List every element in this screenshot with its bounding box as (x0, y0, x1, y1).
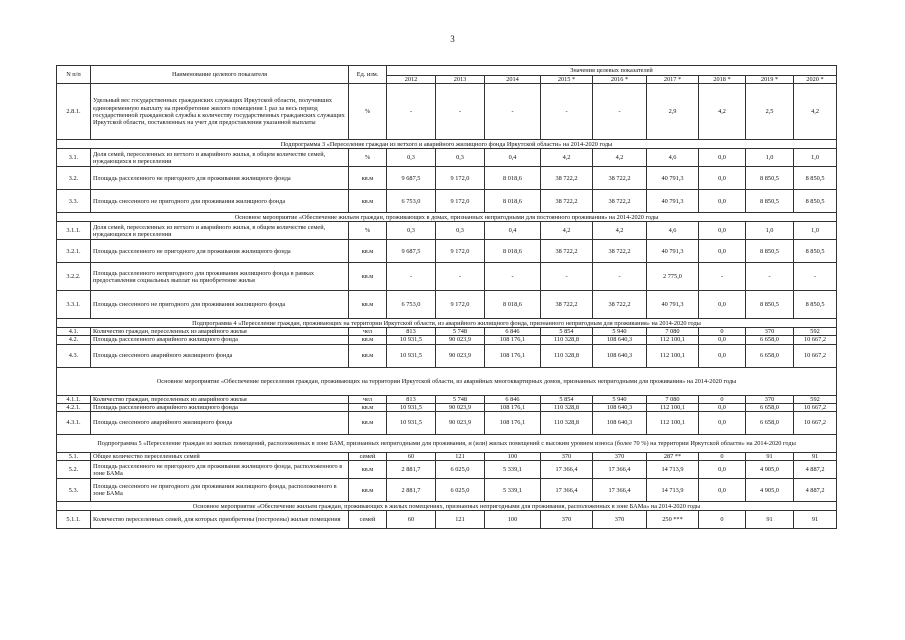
year-value: 592 (794, 328, 837, 336)
year-value: 5 748 (436, 328, 485, 336)
year-value: 38 722,2 (593, 190, 647, 213)
header-year: 2015 * (541, 76, 593, 84)
unit: семей (349, 511, 387, 529)
section-row (57, 435, 837, 453)
year-value: 90 023,9 (436, 403, 485, 411)
year-value: 813 (387, 395, 436, 403)
indicator-name: Площадь снесенного аварийного жилищного фонда (91, 412, 349, 435)
year-value: 0,0 (699, 291, 746, 319)
year-value: 9 172,0 (436, 291, 485, 319)
year-value: 0 (699, 395, 746, 403)
section-row (57, 319, 837, 328)
year-value: 370 (746, 328, 794, 336)
indicator-name: Площадь расселенного аварийного жилищного фонда (91, 403, 349, 411)
year-value: 0,0 (699, 461, 746, 479)
year-value: - (387, 84, 436, 140)
year-value: 110 328,8 (541, 412, 593, 435)
section-row (57, 367, 837, 395)
year-value: 250 *** (647, 511, 699, 529)
unit: кв.м (349, 263, 387, 291)
year-value: 112 100,1 (647, 403, 699, 411)
year-value: 9 687,5 (387, 240, 436, 263)
year-value: 121 (436, 453, 485, 461)
year-value: 100 (485, 511, 541, 529)
indicator-name: Площадь снесенного не пригодного для проживания жилищного фонда (91, 190, 349, 213)
row-number: 3.2.2. (57, 263, 91, 291)
year-value: 370 (593, 511, 647, 529)
header-year: 2016 * (593, 76, 647, 84)
year-value: 6 846 (485, 328, 541, 336)
year-value: 7 080 (647, 328, 699, 336)
header-year: 2020 * (794, 76, 837, 84)
year-value: 6 658,0 (746, 412, 794, 435)
unit: кв.м (349, 479, 387, 502)
year-value: 0,3 (387, 222, 436, 240)
indicator-name: Количество переселенных семей, для которых приобретены (построены) жилые помещения (91, 511, 349, 529)
row-number: 5.1.1. (57, 511, 91, 529)
year-value: 6 658,0 (746, 403, 794, 411)
year-value: 2 775,0 (647, 263, 699, 291)
table-row (57, 222, 837, 240)
year-value: 9 172,0 (436, 167, 485, 190)
year-value: 14 713,9 (647, 479, 699, 502)
row-number: 5.2. (57, 461, 91, 479)
table-row (57, 167, 837, 190)
year-value: 17 366,4 (541, 479, 593, 502)
year-value: 5 854 (541, 395, 593, 403)
year-value: 1,0 (746, 222, 794, 240)
year-value: 8 018,6 (485, 190, 541, 213)
year-value: 6 025,0 (436, 461, 485, 479)
unit: кв.м (349, 403, 387, 411)
row-number: 4.2. (57, 336, 91, 344)
year-value: 4,2 (794, 84, 837, 140)
year-value: 5 339,1 (485, 461, 541, 479)
indicator-name: Удельный вес государственных гражданских служащих Иркутской области, получивших единовременную выплату на приобретение жилого помещения 1 раз за весь период государственной гражданской службы к количеству государственных гражданских служащих Иркутской области, поставленных на учет для предоставления указанной выплаты (91, 84, 349, 140)
section-title: Основное мероприятие «Обеспечение жильем граждан, проживающих в жилых помещениях, признанных непригодными для проживания, расположенных в зоне БАМа» на 2014-2020 годы (57, 502, 837, 511)
year-value: 2 881,7 (387, 479, 436, 502)
year-value: - (436, 263, 485, 291)
indicator-name: Количество граждан, переселенных из аварийного жилья (91, 395, 349, 403)
indicator-name: Площадь снесенного не пригодного для проживания жилищного фонда (91, 291, 349, 319)
unit: семей (349, 453, 387, 461)
year-value: 108 176,1 (485, 412, 541, 435)
year-value: 6 658,0 (746, 344, 794, 367)
year-value: 112 100,1 (647, 412, 699, 435)
year-value: 5 940 (593, 395, 647, 403)
year-value: 6 658,0 (746, 336, 794, 344)
row-number: 4.3.1. (57, 412, 91, 435)
header-year: 2018 * (699, 76, 746, 84)
table-row (57, 461, 837, 479)
indicator-name: Количество граждан, переселенных из аварийного жилья (91, 328, 349, 336)
year-value: 91 (746, 453, 794, 461)
table-row (57, 84, 837, 140)
year-value: 1,0 (794, 222, 837, 240)
year-value: 90 023,9 (436, 412, 485, 435)
year-value: 1,0 (794, 149, 837, 167)
year-value: 38 722,2 (541, 291, 593, 319)
year-value: 2 881,7 (387, 461, 436, 479)
year-value: 4,2 (541, 149, 593, 167)
year-value: 7 080 (647, 395, 699, 403)
table-row (57, 395, 837, 403)
year-value: 112 100,1 (647, 336, 699, 344)
year-value: 10 667,2 (794, 403, 837, 411)
table-row (57, 511, 837, 529)
year-value: 5 748 (436, 395, 485, 403)
header-unit: Ед. изм. (349, 66, 387, 84)
year-value: 0,0 (699, 344, 746, 367)
row-number: 4.1. (57, 328, 91, 336)
table-row (57, 479, 837, 502)
row-number: 4.1.1. (57, 395, 91, 403)
year-value: 2,5 (746, 84, 794, 140)
unit: % (349, 222, 387, 240)
year-value: 4,2 (593, 149, 647, 167)
section-row (57, 502, 837, 511)
year-value: 9 687,5 (387, 167, 436, 190)
indicator-name: Доля семей, переселенных из ветхого и аварийного жилья, в общем количестве семей, нуждающихся в переселении (91, 149, 349, 167)
indicator-name: Площадь расселенного аварийного жилищного фонда (91, 336, 349, 344)
year-value: 17 366,4 (593, 461, 647, 479)
table-row (57, 412, 837, 435)
indicator-name: Общее количество переселенных семей (91, 453, 349, 461)
year-value: 8 850,5 (746, 167, 794, 190)
year-value: 6 025,0 (436, 479, 485, 502)
year-value: 110 328,8 (541, 336, 593, 344)
row-number: 4.3. (57, 344, 91, 367)
year-value: 8 850,5 (794, 167, 837, 190)
year-value: 0,4 (485, 222, 541, 240)
year-value: 1,0 (746, 149, 794, 167)
indicator-name: Доля семей, переселенных из ветхого и аварийного жилья, в общем количестве семей, нуждающихся в переселении (91, 222, 349, 240)
year-value: - (794, 263, 837, 291)
year-value: 0 (699, 453, 746, 461)
year-value: 0 (699, 328, 746, 336)
year-value: - (387, 263, 436, 291)
year-value: 0,0 (699, 167, 746, 190)
year-value: 38 722,2 (541, 240, 593, 263)
row-number: 3.2. (57, 167, 91, 190)
year-value: 10 931,5 (387, 344, 436, 367)
year-value: 38 722,2 (593, 291, 647, 319)
year-value: - (746, 263, 794, 291)
year-value: 40 791,3 (647, 240, 699, 263)
header-year: 2012 (387, 76, 436, 84)
year-value: 17 366,4 (541, 461, 593, 479)
indicator-name: Площадь снесенного не пригодного для проживания жилищного фонда, расположенного в зоне БАМа (91, 479, 349, 502)
unit: кв.м (349, 291, 387, 319)
year-value: 38 722,2 (541, 190, 593, 213)
year-value: 4 905,0 (746, 479, 794, 502)
unit: кв.м (349, 240, 387, 263)
year-value: 5 854 (541, 328, 593, 336)
row-number: 3.1. (57, 149, 91, 167)
year-value: 0,3 (436, 222, 485, 240)
unit: кв.м (349, 344, 387, 367)
year-value: 108 640,3 (593, 336, 647, 344)
header-year: 2019 * (746, 76, 794, 84)
year-value: 0,0 (699, 240, 746, 263)
year-value: 108 640,3 (593, 403, 647, 411)
year-value: 38 722,2 (593, 240, 647, 263)
year-value: 100 (485, 453, 541, 461)
year-value: 8 018,6 (485, 167, 541, 190)
year-value: 0,4 (485, 149, 541, 167)
year-value: 0 (699, 511, 746, 529)
row-number: 3.2.1. (57, 240, 91, 263)
table-row (57, 344, 837, 367)
year-value: 813 (387, 328, 436, 336)
year-value: 40 791,3 (647, 167, 699, 190)
year-value: - (541, 263, 593, 291)
year-value: 4,6 (647, 149, 699, 167)
year-value: 10 931,5 (387, 403, 436, 411)
year-value: 5 339,1 (485, 479, 541, 502)
year-value: 91 (746, 511, 794, 529)
year-value: 38 722,2 (593, 167, 647, 190)
year-value: 8 850,5 (794, 240, 837, 263)
year-value: 8 850,5 (794, 190, 837, 213)
year-value: 10 667,2 (794, 344, 837, 367)
year-value: - (485, 263, 541, 291)
year-value: 112 100,1 (647, 344, 699, 367)
year-value: 0,0 (699, 222, 746, 240)
row-number: 2.8.1. (57, 84, 91, 140)
year-value: - (436, 84, 485, 140)
year-value: - (485, 84, 541, 140)
year-value: 110 328,8 (541, 344, 593, 367)
unit: чел (349, 328, 387, 336)
year-value: 370 (746, 395, 794, 403)
year-value: 6 753,0 (387, 291, 436, 319)
year-value: 110 328,8 (541, 403, 593, 411)
year-value: 8 018,6 (485, 240, 541, 263)
year-value: 4 887,2 (794, 461, 837, 479)
row-number: 3.3. (57, 190, 91, 213)
year-value: 0,0 (699, 190, 746, 213)
unit: чел (349, 395, 387, 403)
year-value: 8 850,5 (746, 190, 794, 213)
header-year: 2014 (485, 76, 541, 84)
year-value: 0,3 (387, 149, 436, 167)
table-row (57, 190, 837, 213)
year-value: 17 366,4 (593, 479, 647, 502)
section-row (57, 213, 837, 222)
year-value: 108 176,1 (485, 336, 541, 344)
table-row (57, 149, 837, 167)
year-value: 0,3 (436, 149, 485, 167)
year-value: 2,9 (647, 84, 699, 140)
year-value: 6 846 (485, 395, 541, 403)
year-value: 10 931,5 (387, 412, 436, 435)
unit: кв.м (349, 336, 387, 344)
table-row (57, 336, 837, 344)
indicator-name: Площадь снесенного аварийного жилищного фонда (91, 344, 349, 367)
row-number: 3.1.1. (57, 222, 91, 240)
year-value: 91 (794, 453, 837, 461)
year-value: 6 753,0 (387, 190, 436, 213)
year-value: 10 931,5 (387, 336, 436, 344)
year-value: 38 722,2 (541, 167, 593, 190)
indicator-name: Площадь расселенного не пригодного для проживания жилищного фонда, расположенного в зоне БАМа (91, 461, 349, 479)
header-num: N п/п (57, 66, 91, 84)
year-value: 108 176,1 (485, 344, 541, 367)
unit: кв.м (349, 190, 387, 213)
year-value: 370 (541, 453, 593, 461)
year-value: 9 172,0 (436, 240, 485, 263)
year-value: 4,2 (699, 84, 746, 140)
year-value: 60 (387, 511, 436, 529)
year-value: 8 018,6 (485, 291, 541, 319)
year-value: 60 (387, 453, 436, 461)
year-value: 108 640,3 (593, 344, 647, 367)
year-value: 0,0 (699, 479, 746, 502)
year-value: 370 (541, 511, 593, 529)
year-value: 0,0 (699, 149, 746, 167)
year-value: 90 023,9 (436, 344, 485, 367)
table-row (57, 291, 837, 319)
year-value: 4 887,2 (794, 479, 837, 502)
year-value: - (541, 84, 593, 140)
row-number: 4.2.1. (57, 403, 91, 411)
year-value: 0,0 (699, 403, 746, 411)
year-value: - (593, 263, 647, 291)
year-value: 370 (593, 453, 647, 461)
table-row (57, 240, 837, 263)
header-values: Значения целевых показателей (387, 66, 837, 76)
year-value: 592 (794, 395, 837, 403)
year-value: 0,0 (699, 412, 746, 435)
row-number: 5.1. (57, 453, 91, 461)
year-value: - (699, 263, 746, 291)
unit: % (349, 84, 387, 140)
year-value: 121 (436, 511, 485, 529)
year-value: - (593, 84, 647, 140)
table-row (57, 403, 837, 411)
indicator-name: Площадь расселенного не пригодного для проживания жилищного фонда (91, 167, 349, 190)
table-row (57, 328, 837, 336)
section-title: Подпрограмма 3 «Переселение граждан из ветхого и аварийного жилищного фонда Иркутской области» на 2014-2020 годы (57, 140, 837, 149)
year-value: 108 640,3 (593, 412, 647, 435)
year-value: 14 713,9 (647, 461, 699, 479)
row-number: 5.3. (57, 479, 91, 502)
table-row (57, 263, 837, 291)
year-value: 10 667,2 (794, 336, 837, 344)
section-title: Подпрограмма 4 «Переселение граждан, проживающих на территории Иркутской области, из аварийного жилищного фонда, признанного непригодным для проживания» на 2014-2020 годы (57, 319, 837, 328)
header-year: 2013 (436, 76, 485, 84)
row-number: 3.3.1. (57, 291, 91, 319)
year-value: 108 176,1 (485, 403, 541, 411)
section-title: Подпрограмма 5 «Переселение граждан из жилых помещений, расположенных в зоне БАМ, признанных непригодными для проживания, и (или) жилых помещений с высоким уровнем износа (более 70 %) на территории Иркутской области» на 2014-2020 годы (57, 435, 837, 453)
year-value: 40 791,3 (647, 291, 699, 319)
year-value: 4 905,0 (746, 461, 794, 479)
unit: кв.м (349, 412, 387, 435)
section-row (57, 140, 837, 149)
indicators-table (56, 65, 837, 529)
year-value: 8 850,5 (746, 240, 794, 263)
year-value: 91 (794, 511, 837, 529)
year-value: 8 850,5 (794, 291, 837, 319)
year-value: 4,6 (647, 222, 699, 240)
unit: кв.м (349, 167, 387, 190)
year-value: 287 ** (647, 453, 699, 461)
section-title: Основное мероприятие «Обеспечение жильем граждан, проживающих в домах, признанных непригодными для постоянного проживания» на 2014-2020 годы (57, 213, 837, 222)
page-number: 3 (450, 34, 455, 44)
unit: кв.м (349, 461, 387, 479)
year-value: 0,0 (699, 336, 746, 344)
year-value: 4,2 (593, 222, 647, 240)
header-name: Наименование целевого показателя (91, 66, 349, 84)
indicator-name: Площадь расселенного не пригодного для проживания жилищного фонда (91, 240, 349, 263)
year-value: 90 023,9 (436, 336, 485, 344)
unit: % (349, 149, 387, 167)
header-year: 2017 * (647, 76, 699, 84)
table-row (57, 453, 837, 461)
year-value: 8 850,5 (746, 291, 794, 319)
year-value: 10 667,2 (794, 412, 837, 435)
year-value: 4,2 (541, 222, 593, 240)
year-value: 5 940 (593, 328, 647, 336)
year-value: 40 791,3 (647, 190, 699, 213)
year-value: 9 172,0 (436, 190, 485, 213)
table-body (57, 84, 837, 529)
indicator-name: Площадь расселенного непригодного для проживания жилищного фонда в рамках предоставления социальных выплат на приобретение жилья (91, 263, 349, 291)
section-title: Основное мероприятие «Обеспечение переселения граждан, проживающих на территории Иркутской области, из аварийных многоквартирных домов, признанных непригодными для проживания» на 2014-2020 годы (57, 367, 837, 395)
